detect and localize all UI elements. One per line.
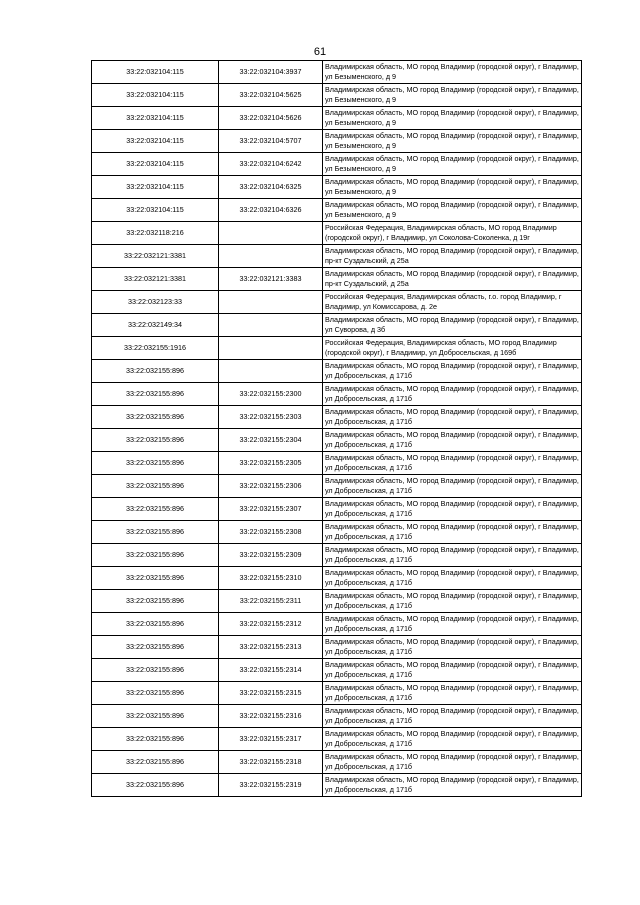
parcel-number-cell: 33:22:032155:896 [92,498,219,521]
table-row [92,84,582,107]
table-row [92,245,582,268]
table-row [92,682,582,705]
address-cell: Владимирская область, МО город Владимир (городской округ), г Владимир, ул Безыменского, д 9 [323,84,582,107]
address-cell: Владимирская область, МО город Владимир (городской округ), г Владимир, ул Безыменского, д 9 [323,107,582,130]
address-cell: Владимирская область, МО город Владимир (городской округ), г Владимир, пр-кт Суздальский, д 25а [323,245,582,268]
parcel-number-cell: 33:22:032155:896 [92,659,219,682]
address-cell: Владимирская область, МО город Владимир (городской округ), г Владимир, ул Добросельская, д 171б [323,521,582,544]
object-number-cell: 33:22:032104:6326 [219,199,323,222]
object-number-cell [219,337,323,360]
object-number-cell: 33:22:032155:2316 [219,705,323,728]
object-number-cell: 33:22:032155:2319 [219,774,323,797]
table-row [92,107,582,130]
table-row [92,498,582,521]
object-number-cell: 33:22:032155:2314 [219,659,323,682]
object-number-cell: 33:22:032104:3937 [219,61,323,84]
table-row [92,61,582,84]
table-row [92,567,582,590]
table-row [92,314,582,337]
parcel-number-cell: 33:22:032104:115 [92,107,219,130]
object-number-cell: 33:22:032155:2307 [219,498,323,521]
parcel-number-cell: 33:22:032155:896 [92,728,219,751]
table-row [92,774,582,797]
object-number-cell: 33:22:032155:2312 [219,613,323,636]
parcel-number-cell: 33:22:032155:896 [92,429,219,452]
object-number-cell: 33:22:032155:2306 [219,475,323,498]
address-cell: Владимирская область, МО город Владимир (городской округ), г Владимир, ул Добросельская, д 171б [323,613,582,636]
cadastral-table [91,60,582,797]
object-number-cell: 33:22:032104:6242 [219,153,323,176]
table-row [92,199,582,222]
parcel-number-cell: 33:22:032121:3381 [92,268,219,291]
parcel-number-cell: 33:22:032155:896 [92,544,219,567]
object-number-cell: 33:22:032104:5625 [219,84,323,107]
object-number-cell [219,314,323,337]
table-row [92,429,582,452]
parcel-number-cell: 33:22:032155:896 [92,636,219,659]
address-cell: Владимирская область, МО город Владимир (городской округ), г Владимир, ул Добросельская, д 171б [323,406,582,429]
address-cell: Российская Федерация, Владимирская область, МО город Владимир (городской округ), г Владимир, ул Добросельская, д 169б [323,337,582,360]
object-number-cell: 33:22:032155:2309 [219,544,323,567]
parcel-number-cell: 33:22:032155:1916 [92,337,219,360]
address-cell: Владимирская область, МО город Владимир (городской округ), г Владимир, ул Добросельская, д 171б [323,475,582,498]
address-cell: Владимирская область, МО город Владимир (городской округ), г Владимир, ул Добросельская, д 171б [323,452,582,475]
address-cell: Владимирская область, МО город Владимир (городской округ), г Владимир, ул Суворова, д 3б [323,314,582,337]
page-number: 61 [313,46,327,58]
parcel-number-cell: 33:22:032155:896 [92,475,219,498]
table-row [92,544,582,567]
object-number-cell: 33:22:032155:2311 [219,590,323,613]
parcel-number-cell: 33:22:032104:115 [92,130,219,153]
parcel-number-cell: 33:22:032155:896 [92,360,219,383]
object-number-cell: 33:22:032121:3383 [219,268,323,291]
parcel-number-cell: 33:22:032155:896 [92,774,219,797]
parcel-number-cell: 33:22:032155:896 [92,406,219,429]
parcel-number-cell: 33:22:032155:896 [92,567,219,590]
address-cell: Владимирская область, МО город Владимир (городской округ), г Владимир, ул Добросельская, д 171б [323,659,582,682]
address-cell: Владимирская область, МО город Владимир (городской округ), г Владимир, ул Добросельская, д 171б [323,774,582,797]
table-row [92,475,582,498]
address-cell: Российская Федерация, Владимирская область, г.о. город Владимир, г Владимир, ул Комиссарова, д. 2е [323,291,582,314]
parcel-number-cell: 33:22:032104:115 [92,153,219,176]
table-row [92,291,582,314]
object-number-cell [219,222,323,245]
parcel-number-cell: 33:22:032155:896 [92,521,219,544]
object-number-cell: 33:22:032104:5707 [219,130,323,153]
parcel-number-cell: 33:22:032155:896 [92,590,219,613]
object-number-cell [219,360,323,383]
object-number-cell: 33:22:032155:2300 [219,383,323,406]
object-number-cell: 33:22:032155:2313 [219,636,323,659]
object-number-cell: 33:22:032155:2304 [219,429,323,452]
table-row [92,130,582,153]
parcel-number-cell: 33:22:032104:115 [92,176,219,199]
parcel-number-cell: 33:22:032155:896 [92,613,219,636]
table-row [92,659,582,682]
table-row [92,728,582,751]
object-number-cell: 33:22:032155:2305 [219,452,323,475]
object-number-cell [219,291,323,314]
parcel-number-cell: 33:22:032104:115 [92,61,219,84]
object-number-cell: 33:22:032155:2310 [219,567,323,590]
address-cell: Владимирская область, МО город Владимир (городской округ), г Владимир, ул Безыменского, д 9 [323,61,582,84]
address-cell: Владимирская область, МО город Владимир (городской округ), г Владимир, ул Добросельская, д 171б [323,360,582,383]
parcel-number-cell: 33:22:032149:34 [92,314,219,337]
parcel-number-cell: 33:22:032155:896 [92,452,219,475]
parcel-number-cell: 33:22:032155:896 [92,383,219,406]
object-number-cell: 33:22:032155:2318 [219,751,323,774]
address-cell: Владимирская область, МО город Владимир (городской округ), г Владимир, пр-кт Суздальский, д 25а [323,268,582,291]
address-cell: Российская Федерация, Владимирская область, МО город Владимир (городской округ), г Владимир, ул Соколова-Соколенка, д 19г [323,222,582,245]
table-row [92,268,582,291]
object-number-cell: 33:22:032155:2308 [219,521,323,544]
table-row [92,153,582,176]
table-row [92,360,582,383]
table-row [92,636,582,659]
parcel-number-cell: 33:22:032118:216 [92,222,219,245]
address-cell: Владимирская область, МО город Владимир (городской округ), г Владимир, ул Безыменского, д 9 [323,153,582,176]
address-cell: Владимирская область, МО город Владимир (городской округ), г Владимир, ул Добросельская, д 171б [323,429,582,452]
object-number-cell: 33:22:032155:2303 [219,406,323,429]
address-cell: Владимирская область, МО город Владимир (городской округ), г Владимир, ул Добросельская, д 171б [323,682,582,705]
table-row [92,176,582,199]
address-cell: Владимирская область, МО город Владимир (городской округ), г Владимир, ул Безыменского, д 9 [323,176,582,199]
address-cell: Владимирская область, МО город Владимир (городской округ), г Владимир, ул Добросельская, д 171б [323,705,582,728]
address-cell: Владимирская область, МО город Владимир (городской округ), г Владимир, ул Безыменского, д 9 [323,199,582,222]
table-row [92,521,582,544]
address-cell: Владимирская область, МО город Владимир (городской округ), г Владимир, ул Безыменского, д 9 [323,130,582,153]
object-number-cell: 33:22:032155:2315 [219,682,323,705]
table-row [92,751,582,774]
table-row [92,337,582,360]
table-row [92,406,582,429]
table-row [92,590,582,613]
address-cell: Владимирская область, МО город Владимир (городской округ), г Владимир, ул Добросельская, д 171б [323,636,582,659]
table-row [92,222,582,245]
table-row [92,613,582,636]
address-cell: Владимирская область, МО город Владимир (городской округ), г Владимир, ул Добросельская, д 171б [323,590,582,613]
address-cell: Владимирская область, МО город Владимир (городской округ), г Владимир, ул Добросельская, д 171б [323,751,582,774]
address-cell: Владимирская область, МО город Владимир (городской округ), г Владимир, ул Добросельская, д 171б [323,567,582,590]
object-number-cell: 33:22:032104:6325 [219,176,323,199]
address-cell: Владимирская область, МО город Владимир (городской округ), г Владимир, ул Добросельская, д 171б [323,383,582,406]
table-body [92,61,582,797]
object-number-cell: 33:22:032104:5626 [219,107,323,130]
parcel-number-cell: 33:22:032104:115 [92,199,219,222]
table-row [92,705,582,728]
table-row [92,452,582,475]
parcel-number-cell: 33:22:032104:115 [92,84,219,107]
parcel-number-cell: 33:22:032121:3381 [92,245,219,268]
address-cell: Владимирская область, МО город Владимир (городской округ), г Владимир, ул Добросельская, д 171б [323,544,582,567]
object-number-cell [219,245,323,268]
parcel-number-cell: 33:22:032155:896 [92,705,219,728]
parcel-number-cell: 33:22:032123:33 [92,291,219,314]
address-cell: Владимирская область, МО город Владимир (городской округ), г Владимир, ул Добросельская, д 171б [323,728,582,751]
table-row [92,383,582,406]
parcel-number-cell: 33:22:032155:896 [92,682,219,705]
parcel-number-cell: 33:22:032155:896 [92,751,219,774]
object-number-cell: 33:22:032155:2317 [219,728,323,751]
address-cell: Владимирская область, МО город Владимир (городской округ), г Владимир, ул Добросельская, д 171б [323,498,582,521]
